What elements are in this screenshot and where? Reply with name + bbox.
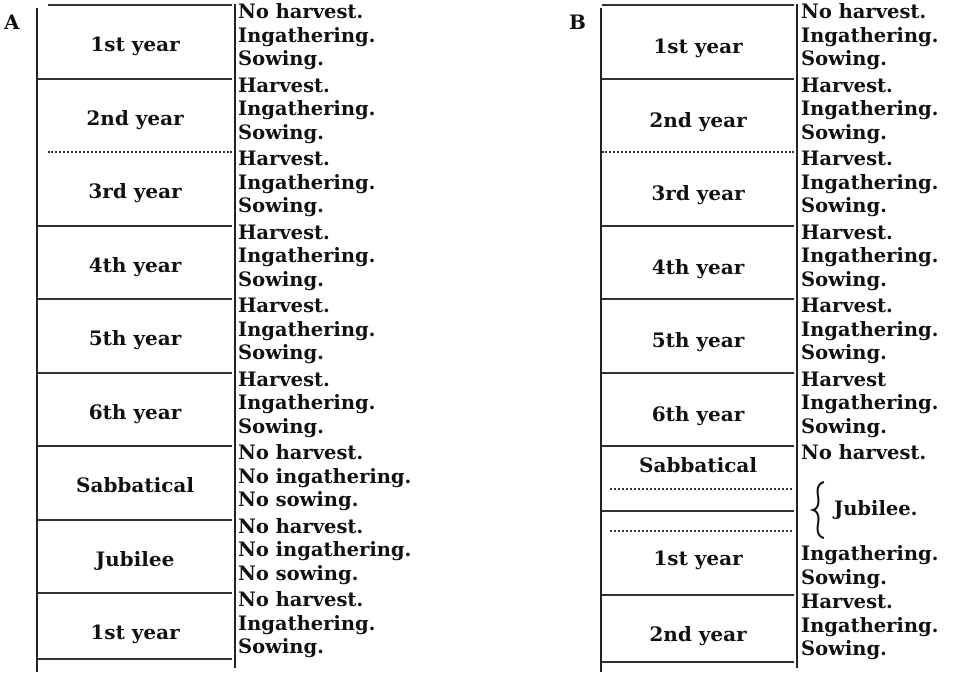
event-text: Ingathering. <box>238 317 376 341</box>
year-label: 3rd year <box>88 179 182 203</box>
row-divider <box>602 225 794 227</box>
event-text: Sowing. <box>238 414 324 438</box>
event-text: Ingathering. <box>801 244 939 267</box>
event-text: Ingathering. <box>238 97 376 120</box>
row-divider <box>602 372 794 374</box>
jubilee-label: Jubilee. <box>834 497 918 520</box>
row-divider <box>602 151 794 153</box>
event-text: Harvest. <box>801 73 893 97</box>
event-text: Ingathering. <box>238 170 376 194</box>
event-text: Ingathering. <box>801 542 939 565</box>
year-label: 1st year <box>653 546 743 570</box>
event-text: Sowing. <box>801 341 887 364</box>
event-text: Ingathering. <box>801 391 939 414</box>
row-divider <box>38 78 232 80</box>
event-text: Ingathering. <box>801 23 939 47</box>
event-text: Ingathering. <box>238 244 376 267</box>
event-text: No harvest. <box>801 441 927 464</box>
row-divider <box>602 594 794 596</box>
year-label: 6th year <box>651 401 745 426</box>
year-label: 1st year <box>90 620 180 644</box>
event-text: No harvest. <box>238 0 364 23</box>
event-text: Harvest. <box>801 147 893 170</box>
panel-b-label: B <box>569 10 586 34</box>
event-text: Harvest. <box>238 220 330 244</box>
event-text: Harvest. <box>801 590 893 613</box>
row-divider <box>38 445 232 447</box>
event-text: No harvest. <box>801 0 927 23</box>
row-divider <box>602 78 794 80</box>
event-text: Sowing. <box>238 47 324 70</box>
event-text: Harvest. <box>801 220 893 244</box>
event-text: Sowing. <box>238 635 324 658</box>
jubilee-dotted-rule <box>610 530 792 532</box>
event-text: Sowing. <box>801 565 887 589</box>
event-text: Sowing. <box>801 267 887 291</box>
event-text: No harvest. <box>238 588 364 611</box>
event-text: Harvest. <box>238 294 330 317</box>
row-divider <box>38 519 232 521</box>
event-text: No ingathering. <box>238 464 412 488</box>
panel-a-top-rule <box>48 4 232 6</box>
event-text: Ingathering. <box>801 317 939 341</box>
event-text: Harvest. <box>801 294 893 317</box>
event-text: Harvest <box>801 367 887 391</box>
event-text: No sowing. <box>238 488 359 511</box>
event-text: Sowing. <box>801 47 887 70</box>
event-text: Sowing. <box>238 341 324 364</box>
event-text: Ingathering. <box>238 23 376 47</box>
year-label: 4th year <box>651 254 745 279</box>
event-text: Ingathering. <box>801 97 939 120</box>
row-divider <box>602 445 794 447</box>
event-text: No harvest. <box>238 514 364 538</box>
event-text: Sowing. <box>801 194 887 217</box>
year-label: 2nd year <box>649 107 747 132</box>
year-label: 4th year <box>88 252 182 277</box>
jubilee-dotted-rule <box>610 488 792 490</box>
panel-b-top-rule <box>602 4 794 6</box>
panel-b-bottom-rule <box>602 661 794 663</box>
event-text: Harvest. <box>238 73 330 97</box>
event-text: No sowing. <box>238 561 359 585</box>
event-text: Ingathering. <box>801 613 939 637</box>
panel-a-label: A <box>4 10 20 34</box>
row-divider <box>38 592 232 594</box>
year-label: 2nd year <box>86 105 184 130</box>
panel-b-right-rule <box>796 4 798 668</box>
event-text: Sowing. <box>238 267 324 291</box>
event-text: No harvest. <box>238 441 364 464</box>
event-text: Ingathering. <box>238 391 376 414</box>
event-text: Sowing. <box>801 637 887 660</box>
event-text: Harvest. <box>238 367 330 391</box>
event-text: Sowing. <box>238 120 324 144</box>
year-label: Sabbatical <box>639 453 757 477</box>
event-text: Ingathering. <box>801 170 939 194</box>
year-label: 5th year <box>88 326 182 350</box>
year-label: Jubilee <box>95 546 175 571</box>
row-divider <box>38 372 232 374</box>
event-text: Sowing. <box>238 194 324 217</box>
row-divider <box>38 298 232 300</box>
panel-a-bottom-rule <box>38 658 232 660</box>
event-text: Sowing. <box>801 414 887 438</box>
event-text: Ingathering. <box>238 611 376 635</box>
year-label: 5th year <box>651 328 745 352</box>
jubilee-mid-rule <box>602 510 794 512</box>
year-label: 1st year <box>653 34 743 58</box>
year-label: 2nd year <box>649 622 747 646</box>
year-label: 6th year <box>88 399 182 424</box>
year-label: Sabbatical <box>76 473 194 497</box>
year-label: 1st year <box>90 32 180 56</box>
row-divider <box>38 225 232 227</box>
panel-a-right-rule <box>234 4 236 668</box>
event-text: Sowing. <box>801 120 887 144</box>
year-label: 3rd year <box>651 181 745 205</box>
row-divider <box>602 298 794 300</box>
row-divider <box>48 151 232 153</box>
event-text: Harvest. <box>238 147 330 170</box>
brace-icon <box>810 480 830 540</box>
event-text: No ingathering. <box>238 538 412 561</box>
